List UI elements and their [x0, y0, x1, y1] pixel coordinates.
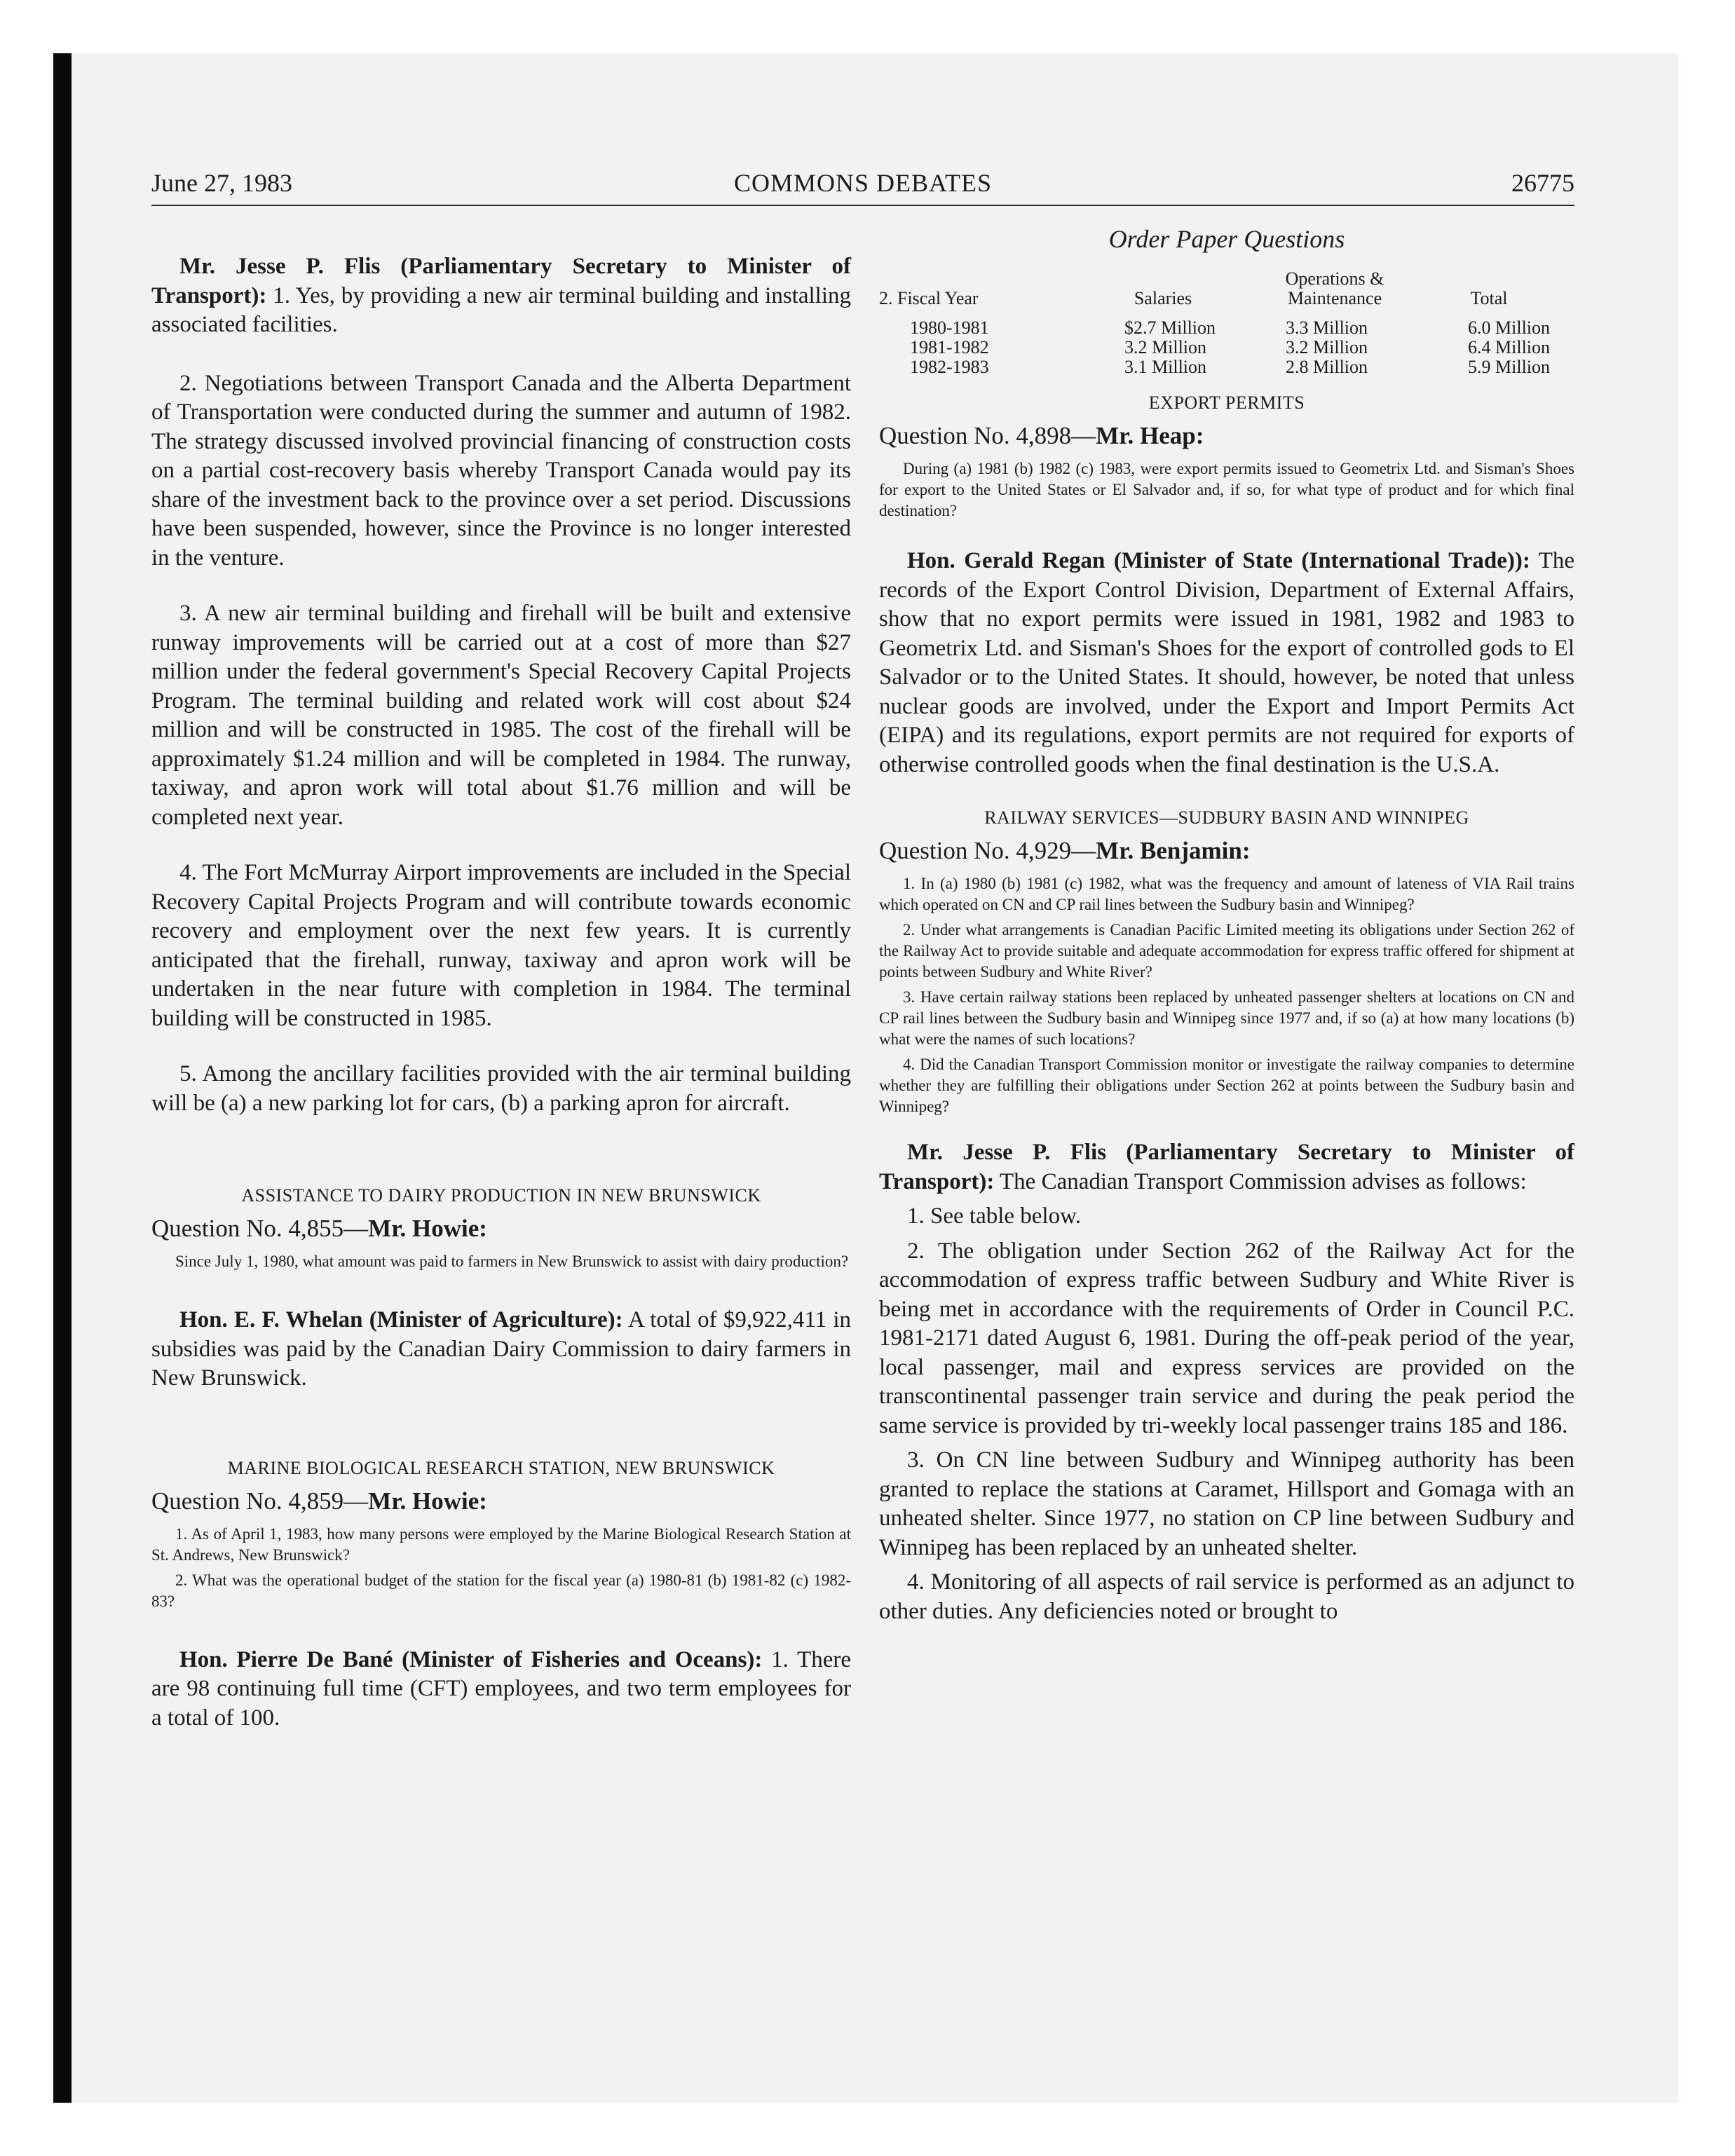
- question-number: Question No. 4,859—: [151, 1487, 369, 1515]
- question-4855: [151, 1215, 851, 1243]
- table-cell: 5.9 Million: [1468, 357, 1551, 377]
- table-cell: 3.3 Million: [1286, 318, 1368, 338]
- page-header: [151, 168, 1574, 207]
- answer-part-3: 3. On CN line between Sudbury and Winnipeg authority has been granted to replace the stations at Caramet, Hillsport and Gomaga with an unheated shelter. Since 1977, no station on CP line between Sudbury and Winnipeg has been replaced by an unheated shelter.: [879, 1447, 1574, 1560]
- question-part-1: 1. In (a) 1980 (b) 1981 (c) 1982, what was the frequency and amount of lateness of VIA Rail trains which operated on CN and CP rail lines between the Sudbury basin and Winnipeg?: [879, 875, 1574, 913]
- column-header: Total: [1470, 288, 1508, 308]
- column-header: Salaries: [1134, 288, 1192, 308]
- table-row: [879, 338, 1552, 357]
- header-date: June 27, 1983: [151, 169, 292, 197]
- binding-edge: [53, 53, 72, 2103]
- answer-text: The records of the Export Control Division, Department of External Affairs, show that no export permits were issued in 1981, 1982 and 1983 to Geometrix Ltd. and Sisman's Shoes for the export of controlled gods to El Salvador or to the United States. It should, however, be noted that unless nuclear goods are involved, under the Export and Import Permits Act (EIPA) and its regulations, export permits are not required for exports of otherwise controlled goods when the final destination is the U.S.A.: [879, 548, 1574, 777]
- question-member: Mr. Howie:: [368, 1215, 487, 1242]
- section-subhead: Order Paper Questions: [1108, 225, 1345, 253]
- table-cell: 3.2 Million: [1286, 337, 1368, 357]
- right-column: [879, 210, 1574, 1626]
- header-rule: [151, 205, 1574, 206]
- budget-table: [879, 269, 1552, 377]
- table-row: [879, 318, 1552, 338]
- paragraph-5: 5. Among the ancillary facilities provided with the air terminal building will be (a) a new parking lot for cars, (b) a parking apron for aircraft.: [151, 1061, 851, 1116]
- answer-part-1: 1. See table below.: [907, 1203, 1082, 1229]
- table-cell: 1982-1983: [910, 357, 989, 377]
- column-header: Operations & Maintenance: [1285, 268, 1384, 308]
- table-header-row: [879, 269, 1552, 318]
- question-number: Question No. 4,898—: [879, 422, 1096, 449]
- question-text: During (a) 1981 (b) 1982 (c) 1983, were export permits issued to Geometrix Ltd. and Sisman's Shoes for export to the United States or El Salvador and, if so, for what type of product and for which final destination?: [879, 460, 1574, 519]
- table-cell: 3.2 Million: [1124, 337, 1207, 357]
- answer-flis-railway: [879, 1138, 1574, 1196]
- header-page-number: 26775: [1511, 169, 1574, 197]
- answer-text: A total of $9,922,411 in subsidies was paid by the Canadian Dairy Commission to dairy farmers in New Brunswick.: [151, 1307, 851, 1391]
- question-4929: [879, 837, 1574, 865]
- question-number: Question No. 4,929—: [879, 837, 1096, 864]
- answer-text: 1. Yes, by providing a new air terminal building and installing associated facilities.: [151, 282, 851, 337]
- speaker-name: Hon. Pierre De Bané (Minister of Fisheries and Oceans):: [179, 1646, 763, 1672]
- table-row: [879, 357, 1552, 377]
- answer-debane: [151, 1646, 851, 1733]
- speaker-name: Hon. Gerald Regan (Minister of State (International Trade)):: [907, 548, 1530, 573]
- section-heading-export: EXPORT PERMITS: [1148, 393, 1305, 413]
- section-heading-dairy: ASSISTANCE TO DAIRY PRODUCTION IN NEW BRUNSWICK: [241, 1185, 761, 1206]
- table-cell: 6.4 Million: [1468, 337, 1551, 357]
- answer-part-2: 2. The obligation under Section 262 of the Railway Act for the accommodation of express traffic between Sudbury and White River is being met in accordance with the requirements of Order in Council P.C. 1981-2171 dated August 6, 1981. During the off-peak period of the year, local passenger, mail and express services are provided on the transcontinental passenger train service and during the peak period the same service is provided by tri-weekly local passenger trains 185 and 186.: [879, 1238, 1574, 1438]
- section-heading-railway: RAILWAY SERVICES—SUDBURY BASIN AND WINNIPEG: [984, 807, 1469, 828]
- question-member: Mr. Heap:: [1096, 422, 1204, 449]
- answer-part-4: 4. Monitoring of all aspects of rail service is performed as an adjunct to other duties. Any deficiencies noted or brought to: [879, 1569, 1574, 1624]
- question-part-2: 2. What was the operational budget of the station for the fiscal year (a) 1980-81 (b) 1981-82 (c) 1982-83?: [151, 1571, 851, 1610]
- question-part-4: 4. Did the Canadian Transport Commission monitor or investigate the railway companies to determine whether they are fulfilling their obligations under Section 262 at points between the Sudbury basin and Winnipeg?: [879, 1056, 1574, 1115]
- question-4859: [151, 1487, 851, 1515]
- column-header: 2. Fiscal Year: [879, 288, 979, 308]
- question-number: Question No. 4,855—: [151, 1215, 369, 1242]
- answer-text: 1. There are 98 continuing full time (CFT) employees, and two term employees for a total of 100.: [151, 1646, 851, 1731]
- question-part-3: 3. Have certain railway stations been replaced by unheated passenger shelters at locations on CN and CP rail lines between the Sudbury basin and Winnipeg since 1977 and, if so (a) at how many locations (b) what were the names of such locations?: [879, 988, 1574, 1048]
- section-heading-marine: MARINE BIOLOGICAL RESEARCH STATION, NEW BRUNSWICK: [227, 1457, 775, 1478]
- left-column: [151, 210, 851, 1733]
- speaker-name: Mr. Jesse P. Flis (Parliamentary Secretary to Minister of Transport):: [151, 254, 851, 308]
- table-cell: 2.8 Million: [1286, 357, 1368, 377]
- question-member: Mr. Benjamin:: [1096, 837, 1251, 864]
- question-4898: [879, 422, 1574, 450]
- question-text: Since July 1, 1980, what amount was paid to farmers in New Brunswick to assist with dairy production?: [175, 1253, 849, 1270]
- question-part-2: 2. Under what arrangements is Canadian Pacific Limited meeting its obligations under Section 262 of the Railway Act to provide suitable and adequate accommodation for express traffic offered for shipment at points between Sudbury and White River?: [879, 921, 1574, 981]
- answer-text: The Canadian Transport Commission advises as follows:: [994, 1168, 1527, 1194]
- answer-whelan: [151, 1306, 851, 1393]
- table-cell: 1980-1981: [910, 318, 989, 338]
- paragraph-3: 3. A new air terminal building and firehall will be built and extensive runway improvements will be carried out at a cost of more than $27 million under the federal government's Special Recovery Capital Projects Program. The terminal building and related work will cost about $24 million and will be constructed in 1985. The cost of the firehall will be approximately $1.24 million and will be completed in 1984. The runway, taxiway, and apron work will total about $1.76 million and will be completed next year.: [151, 601, 851, 830]
- table-cell: 6.0 Million: [1468, 318, 1551, 338]
- table-cell: 1981-1982: [910, 337, 989, 357]
- answer-regan: [879, 547, 1574, 779]
- question-member: Mr. Howie:: [368, 1487, 487, 1515]
- speaker-name: Hon. E. F. Whelan (Minister of Agriculture):: [179, 1307, 623, 1332]
- question-part-1: 1. As of April 1, 1983, how many persons were employed by the Marine Biological Research Station at St. Andrews, New Brunswick?: [151, 1524, 851, 1564]
- paragraph-4: 4. The Fort McMurray Airport improvements are included in the Special Recovery Capital Projects Program and will contribute towards economic recovery and employment over the next few years. It is currently anticipated that the firehall, runway, taxiway and apron work will be undertaken in the near future with completion in 1984. The terminal building will be constructed in 1985.: [151, 860, 851, 1031]
- table-cell: 3.1 Million: [1124, 357, 1207, 377]
- paragraph-2: 2. Negotiations between Transport Canada and the Alberta Department of Transportation were conducted during the summer and autumn of 1982. The strategy discussed involved provincial financing of construction costs on a partial cost-recovery basis whereby Transport Canada would pay its share of the investment back to the province over a set period. Discussions have been suspended, however, since the Province is no longer interested in the venture.: [151, 370, 851, 571]
- speaker-name: Mr. Jesse P. Flis (Parliamentary Secretary to Minister of Transport):: [879, 1140, 1574, 1194]
- answer-flis-airport: [151, 252, 851, 340]
- header-title: COMMONS DEBATES: [733, 169, 993, 197]
- table-cell: $2.7 Million: [1124, 318, 1216, 338]
